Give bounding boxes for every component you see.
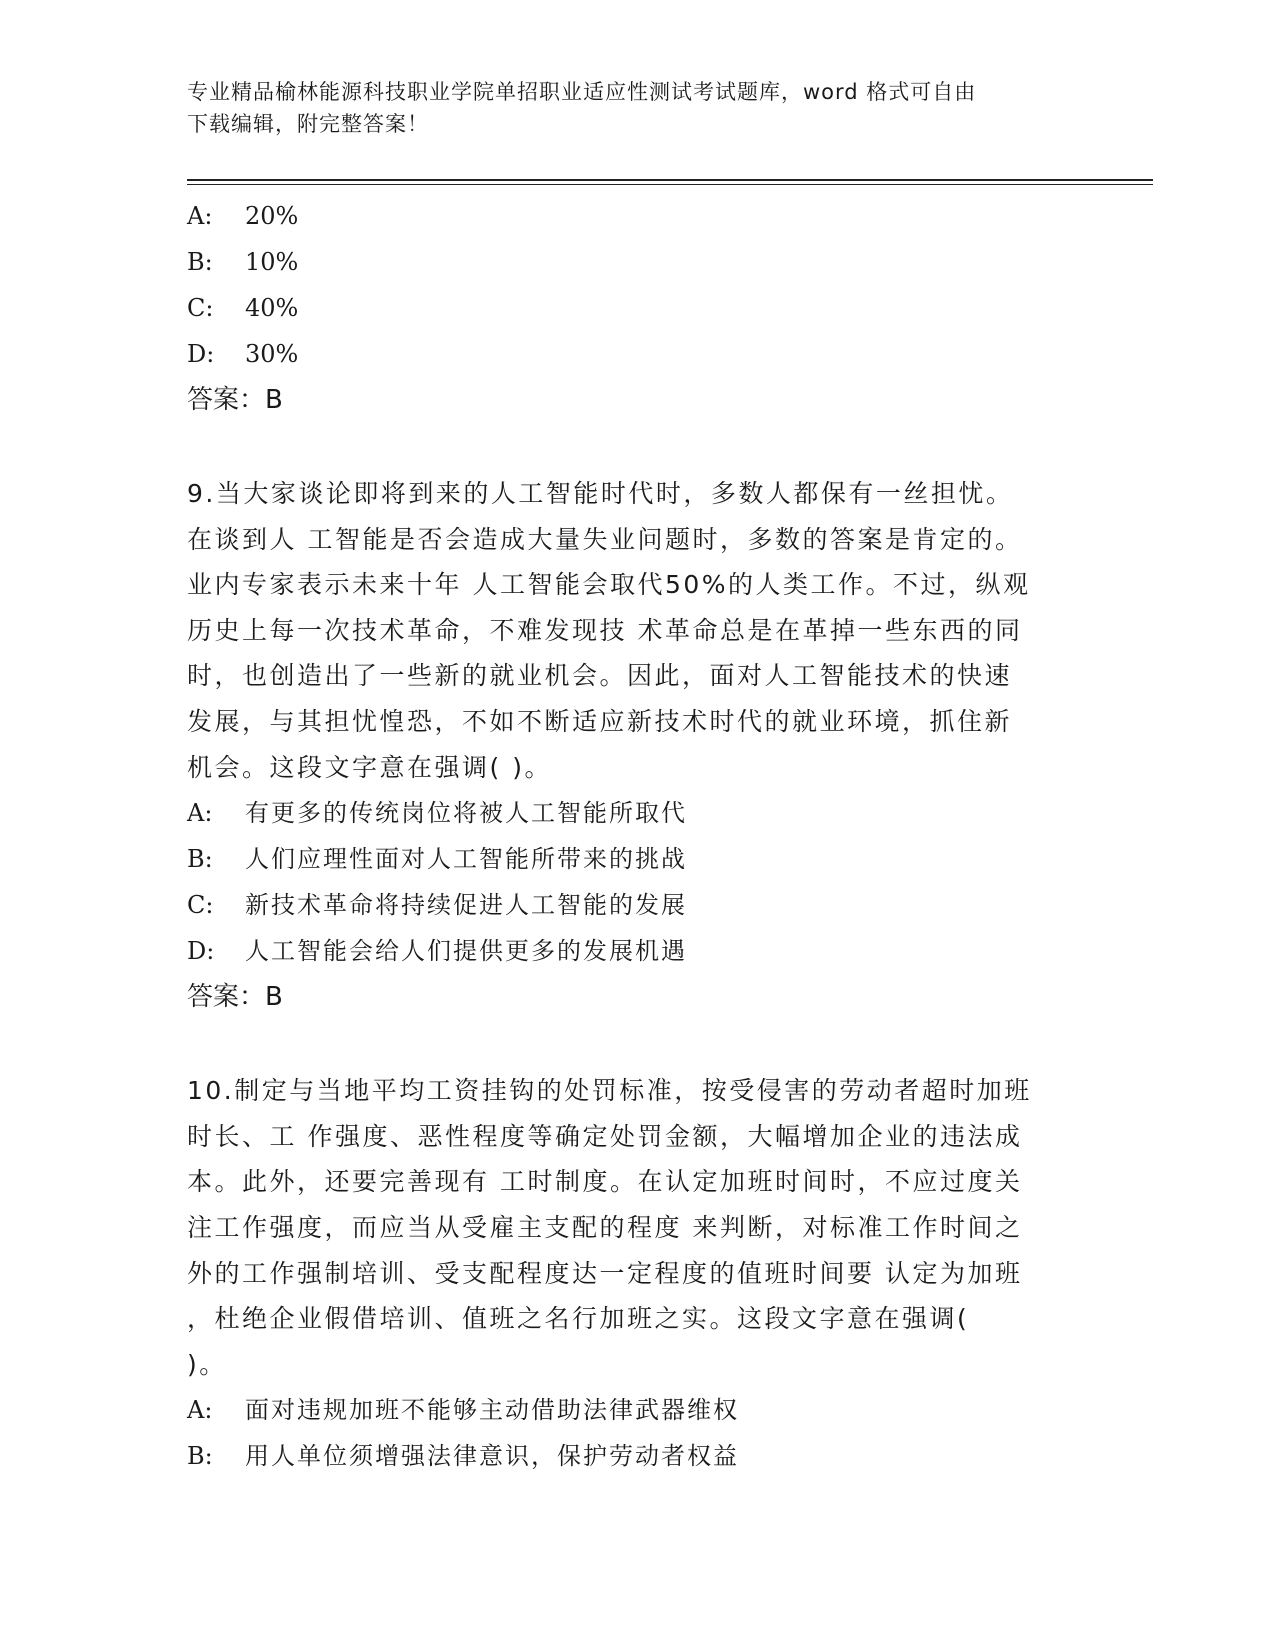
header-line: 下载编辑，附完整答案！ bbox=[187, 112, 429, 136]
option-b bbox=[187, 1433, 1087, 1479]
stem-line: 时，也创造出了一些新的就业机会。因此，面对人工智能技术的快速 bbox=[187, 661, 1013, 691]
question-content bbox=[187, 193, 1087, 1479]
stem-line: 在谈到人 工智能是否会造成大量失业问题时，多数的答案是肯定的。 bbox=[187, 524, 1023, 554]
question-9-stem bbox=[187, 471, 1087, 790]
stem-line: 发展，与其担忧惶恐，不如不断适应新技术时代的就业环境，抓住新 bbox=[187, 706, 1013, 736]
answer-line: 答案：B bbox=[187, 982, 283, 1013]
option-text: 用人单位须增强法律意识，保护劳动者权益 bbox=[245, 1442, 739, 1471]
question-10-stem bbox=[187, 1068, 1087, 1387]
stem-line: 时长、工 作强度、恶性程度等确定处罚金额，大幅增加企业的违法成 bbox=[187, 1121, 1023, 1151]
option-a bbox=[187, 1387, 1087, 1433]
option-text: 面对违规加班不能够主动借助法律武器维权 bbox=[245, 1396, 739, 1425]
option-key: A: bbox=[187, 799, 213, 828]
option-text: 新技术革命将持续促进人工智能的发展 bbox=[245, 891, 687, 920]
option-b bbox=[187, 836, 1087, 882]
option-text: 10% bbox=[245, 248, 299, 276]
stem-line: 外的工作强制培训、受支配程度达一定程度的值班时间要 认定为加班 bbox=[187, 1258, 1023, 1288]
option-text: 有更多的传统岗位将被人工智能所取代 bbox=[245, 799, 687, 828]
option-text: 人工智能会给人们提供更多的发展机遇 bbox=[245, 937, 687, 966]
spacer bbox=[187, 423, 1087, 471]
option-text: 人们应理性面对人工智能所带来的挑战 bbox=[245, 845, 687, 874]
option-c bbox=[187, 285, 1087, 331]
option-text: 40% bbox=[245, 294, 299, 322]
option-key: C: bbox=[187, 891, 214, 920]
spacer bbox=[187, 1020, 1087, 1068]
option-key: D: bbox=[187, 340, 215, 368]
option-text: 20% bbox=[245, 202, 299, 230]
question-9 bbox=[187, 471, 1087, 1020]
option-key: D: bbox=[187, 937, 215, 966]
stem-line: ，杜绝企业假借培训、值班之名行加班之实。这段文字意在强调( bbox=[187, 1304, 970, 1334]
stem-line: 业内专家表示未来十年 人工智能会取代50%的人类工作。不过，纵观 bbox=[187, 570, 1031, 600]
option-c bbox=[187, 882, 1087, 928]
question-8-options bbox=[187, 193, 1087, 423]
stem-line: 机会。这段文字意在强调( )。 bbox=[187, 752, 552, 782]
stem-line: 9.当大家谈论即将到来的人工智能时代时，多数人都保有一丝担忧。 bbox=[187, 479, 1014, 508]
header-rule-thick bbox=[187, 179, 1153, 181]
option-b bbox=[187, 239, 1087, 285]
option-d bbox=[187, 331, 1087, 377]
option-key: A: bbox=[187, 1396, 213, 1425]
option-key: C: bbox=[187, 294, 214, 322]
option-key: B: bbox=[187, 845, 213, 874]
stem-line: 本。此外，还要完善现有 工时制度。在认定加班时间时，不应过度关 bbox=[187, 1167, 1023, 1197]
stem-line: )。 bbox=[187, 1349, 227, 1379]
option-a bbox=[187, 790, 1087, 836]
option-text: 30% bbox=[245, 340, 299, 368]
stem-line: 历史上每一次技术革命，不难发现技 术革命总是在革掉一些东西的同 bbox=[187, 615, 1023, 645]
question-10 bbox=[187, 1068, 1087, 1479]
answer-line: 答案：B bbox=[187, 385, 283, 415]
header-rule-thin bbox=[187, 184, 1153, 185]
option-key: B: bbox=[187, 248, 213, 276]
option-a bbox=[187, 193, 1087, 239]
header-line: 专业精品榆林能源科技职业学院单招职业适应性测试考试题库，word 格式可自由 bbox=[187, 80, 977, 104]
option-d bbox=[187, 928, 1087, 974]
stem-line: 10.制定与当地平均工资挂钩的处罚标准，按受侵害的劳动者超时加班 bbox=[187, 1076, 1032, 1106]
stem-line: 注工作强度，而应当从受雇主支配的程度 来判断，对标准工作时间之 bbox=[187, 1212, 1023, 1242]
option-key: A: bbox=[187, 202, 213, 230]
page-header bbox=[187, 76, 1067, 140]
option-key: B: bbox=[187, 1442, 213, 1471]
